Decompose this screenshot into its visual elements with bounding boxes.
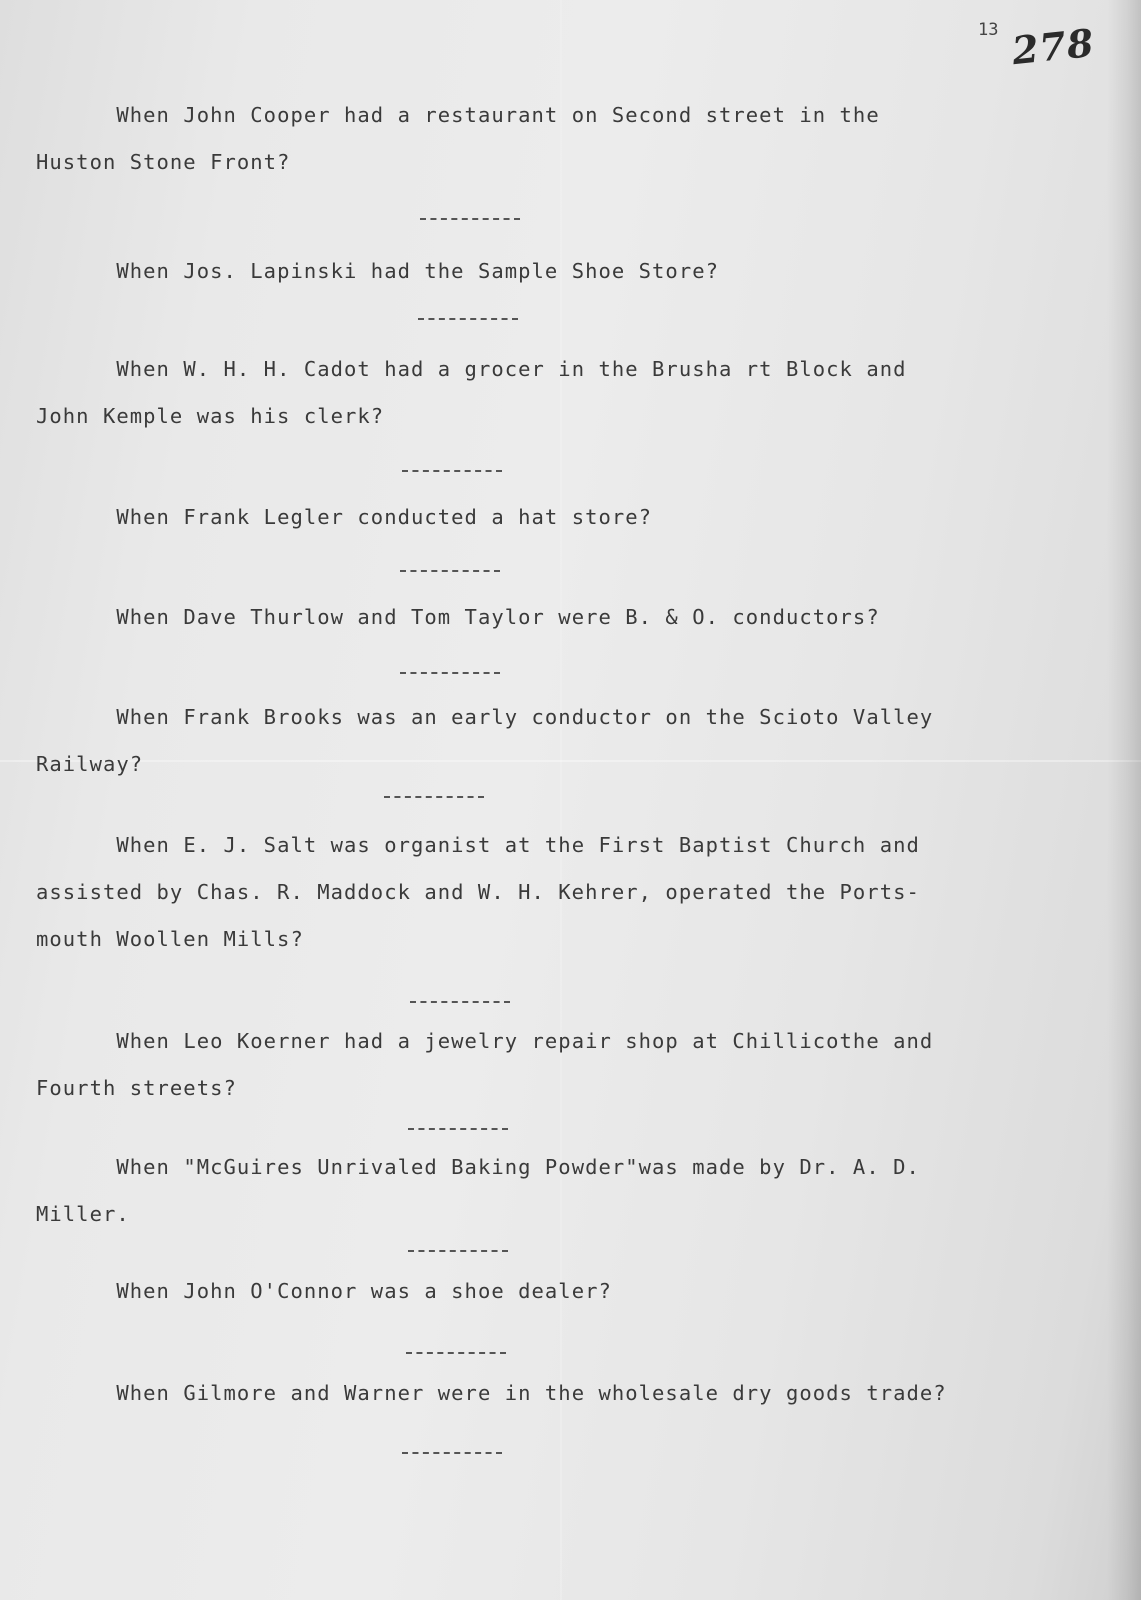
entry-john-oconnor: When John O'Connor was a shoe dealer? xyxy=(36,1279,612,1303)
page-edge-shadow xyxy=(1107,0,1141,1600)
separator-rule xyxy=(384,796,484,798)
entry-leo-koerner: When Leo Koerner had a jewelry repair shop at Chillicothe and Fourth streets? xyxy=(36,1029,934,1100)
page-numbers xyxy=(978,16,1098,76)
typed-page-number: 13 xyxy=(978,20,999,40)
paper-crease-vertical xyxy=(560,0,562,1600)
separator-rule xyxy=(420,218,520,220)
separator-rule xyxy=(406,1352,506,1354)
separator-rule xyxy=(402,470,502,472)
separator-rule xyxy=(400,570,500,572)
separator-rule xyxy=(408,1250,508,1252)
entry-john-cooper: When John Cooper had a restaurant on Second street in the Huston Stone Front? xyxy=(36,103,880,174)
separator-rule xyxy=(400,672,500,674)
handwritten-page-number: 278 xyxy=(1009,19,1097,74)
entry-mcguires: When "McGuires Unrivaled Baking Powder"was made by Dr. A. D. Miller. xyxy=(36,1155,920,1226)
separator-rule xyxy=(408,1128,508,1130)
entry-gilmore-warner: When Gilmore and Warner were in the wholesale dry goods trade? xyxy=(36,1381,947,1405)
entry-frank-brooks: When Frank Brooks was an early conductor on the Scioto Valley Railway? xyxy=(36,705,934,776)
entry-frank-legler: When Frank Legler conducted a hat store? xyxy=(36,505,653,529)
separator-rule xyxy=(402,1452,502,1454)
entry-jos-lapinski: When Jos. Lapinski had the Sample Shoe Store? xyxy=(36,259,720,283)
entry-cadot: When W. H. H. Cadot had a grocer in the Brusha rt Block and John Kemple was his clerk? xyxy=(36,357,907,428)
separator-rule xyxy=(410,1001,510,1003)
entry-salt: When E. J. Salt was organist at the First Baptist Church and assisted by Chas. R. Maddock and W. H. Kehrer, operated the Ports- mouth Woollen Mills? xyxy=(36,833,920,951)
separator-rule xyxy=(418,318,518,320)
entry-thurlow-taylor: When Dave Thurlow and Tom Taylor were B. & O. conductors? xyxy=(36,605,880,629)
